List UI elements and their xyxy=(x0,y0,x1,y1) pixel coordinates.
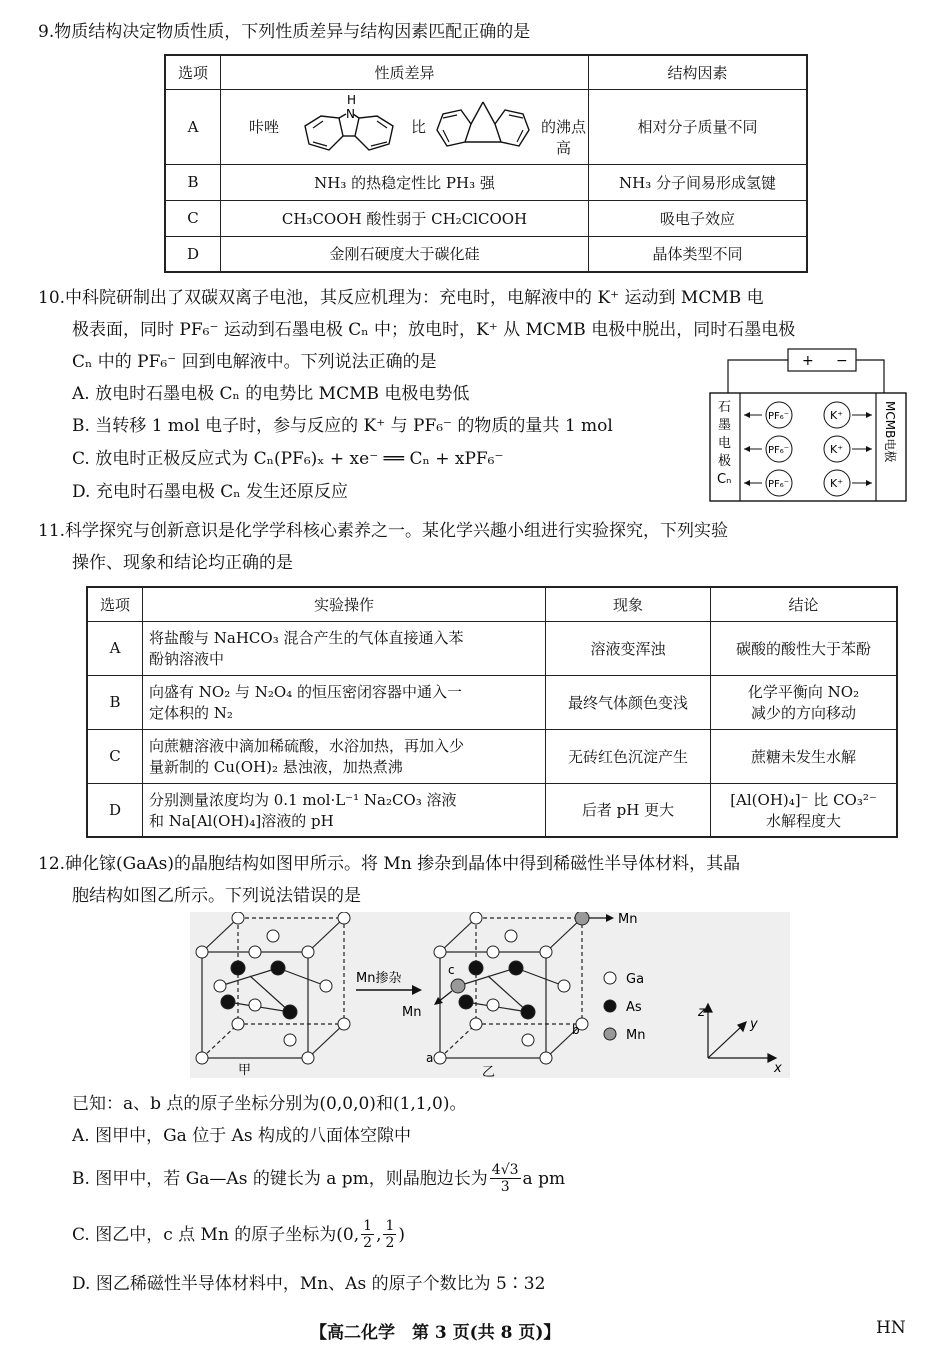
svg-text:Mn掺杂: Mn掺杂 xyxy=(356,971,402,986)
svg-text:a: a xyxy=(426,1051,434,1065)
q10-line3: Cₙ 中的 PF₆⁻ 回到电解液中。下列说法正确的是 xyxy=(72,352,437,372)
fluorene-structure-icon xyxy=(429,96,539,160)
ion-row-2 xyxy=(744,436,872,462)
q11-row-d-conclusion: [Al(OH)₄]⁻ 比 CO₃²⁻ 水解程度大 xyxy=(711,783,898,837)
q9-row-c-option: C xyxy=(165,200,221,236)
q11-row-c-phenomenon: 无砖红色沉淀产生 xyxy=(546,729,711,783)
svg-text:石: 石 xyxy=(718,400,732,415)
footer-code: HN xyxy=(876,1318,906,1338)
q9-compare-word: 比 xyxy=(411,117,427,136)
q9-row-d-factor: 晶体类型不同 xyxy=(589,236,808,272)
q9-boiling-text: 的沸点高 xyxy=(540,117,586,157)
q12-option-c: C. 图乙中，c 点 Mn 的原子坐标为(0, $\frac{1}{2}$ , $\frac{1}{2}$ ) xyxy=(72,1218,406,1251)
q9-table xyxy=(164,54,808,273)
q11-header-operation: 实验操作 xyxy=(143,587,546,621)
q10-option-a: A. 放电时石墨电极 Cₙ 的电势比 MCMB 电极电势低 xyxy=(72,384,470,404)
q9-row-b-difference: NH₃ 的热稳定性比 PH₃ 强 xyxy=(221,164,589,200)
svg-text:c: c xyxy=(448,963,455,977)
q11-table xyxy=(86,586,898,838)
carbazole-structure-icon xyxy=(291,92,411,162)
svg-text:PF₆⁻: PF₆⁻ xyxy=(768,479,790,490)
q11-row-b-option: B xyxy=(87,675,143,729)
q11-row-b-phenomenon: 最终气体颜色变浅 xyxy=(546,675,711,729)
q9-row-b-factor: NH₃ 分子间易形成氢键 xyxy=(589,164,808,200)
svg-text:PF₆⁻: PF₆⁻ xyxy=(768,445,790,456)
svg-text:K⁺: K⁺ xyxy=(830,477,844,490)
q10-line2: 极表面，同时 PF₆⁻ 运动到石墨电极 Cₙ 中；放电时，K⁺ 从 MCMB 电极中脱出，同时石墨电极 xyxy=(72,320,796,340)
q9-stem: 9.物质结构决定物质性质，下列性质差异与结构因素匹配正确的是 xyxy=(38,22,531,42)
svg-text:K⁺: K⁺ xyxy=(830,409,844,422)
svg-text:z: z xyxy=(698,1005,705,1020)
ion-row-1 xyxy=(744,402,872,428)
q9-row-b-option: B xyxy=(165,164,221,200)
q9-row-c-factor: 吸电子效应 xyxy=(589,200,808,236)
q11-row-c-operation: 向蔗糖溶液中滴加稀硫酸，水浴加热，再加入少 量新制的 Cu(OH)₂ 悬浊液，加热煮沸 xyxy=(143,729,546,783)
q12-known: 已知：a、b 点的原子坐标分别为(0,0,0)和(1,1,0)。 xyxy=(72,1094,467,1114)
q11-row-d-operation: 分别测量浓度均为 0.1 mol·L⁻¹ Na₂CO₃ 溶液 和 Na[Al(OH)₄]溶液的 pH xyxy=(143,783,546,837)
q10-option-c: C. 放电时正极反应式为 Cₙ(PF₆)ₓ + xe⁻ ══ Cₙ + xPF₆⁻ xyxy=(72,449,504,469)
q11-row-d-phenomenon: 后者 pH 更大 xyxy=(546,783,711,837)
ion-row-3 xyxy=(744,470,872,496)
q11-row-a-phenomenon: 溶液变浑浊 xyxy=(546,621,711,675)
svg-text:N: N xyxy=(346,106,355,121)
q11-row-c-option: C xyxy=(87,729,143,783)
q11-row-d-option: D xyxy=(87,783,143,837)
q12-option-a: A. 图甲中，Ga 位于 As 构成的八面体空隙中 xyxy=(72,1126,412,1146)
svg-text:K⁺: K⁺ xyxy=(830,443,844,456)
q9-header-factor: 结构因素 xyxy=(589,55,808,89)
q11-row-a-option: A xyxy=(87,621,143,675)
svg-text:墨: 墨 xyxy=(718,418,732,433)
q12-line1: 12.砷化镓(GaAs)的晶胞结构如图甲所示。将 Mn 掺杂到晶体中得到稀磁性半导体材料，其晶 xyxy=(38,854,741,874)
svg-text:As: As xyxy=(626,1000,642,1015)
svg-text:b: b xyxy=(572,1023,580,1037)
q9-row-d-difference: 金刚石硬度大于碳化硅 xyxy=(221,236,589,272)
fraction-one-half-2: $\frac{1}{2}$ xyxy=(385,1218,395,1251)
q9-header-option: 选项 xyxy=(165,55,221,89)
q11-line2: 操作、现象和结论均正确的是 xyxy=(72,553,293,573)
svg-text:+: + xyxy=(802,353,814,369)
q10-option-d: D. 充电时石墨电极 Cₙ 发生还原反应 xyxy=(72,482,349,502)
q9-header-difference: 性质差异 xyxy=(221,55,589,89)
svg-text:MCMB电极: MCMB电极 xyxy=(883,401,897,463)
q12-option-d: D. 图乙稀磁性半导体材料中，Mn、As 的原子个数比为 5∶32 xyxy=(72,1274,546,1294)
svg-text:Ga: Ga xyxy=(626,972,645,987)
svg-text:H: H xyxy=(347,92,357,107)
q12-option-b: B. 图甲中，若 Ga—As 的键长为 a pm，则晶胞边长为 $\frac{4√3}{3}$ a pm xyxy=(72,1162,566,1195)
q11-header-phenomenon: 现象 xyxy=(546,587,711,621)
crystal-figure xyxy=(190,912,790,1078)
q10-option-b: B. 当转移 1 mol 电子时，参与反应的 K⁺ 与 PF₆⁻ 的物质的量共 1 mol xyxy=(72,416,613,436)
svg-text:Cₙ: Cₙ xyxy=(717,472,732,487)
q9-row-d-option: D xyxy=(165,236,221,272)
fraction-4root3-over-3: $\frac{4√3}{3}$ xyxy=(491,1162,519,1195)
q10-line1: 10.中科院研制出了双碳双离子电池，其反应机理为：充电时，电解液中的 K⁺ 运动到 MCMB 电 xyxy=(38,288,764,308)
q9-row-a-difference xyxy=(221,89,589,164)
svg-text:极: 极 xyxy=(718,454,732,469)
svg-text:Mn: Mn xyxy=(618,912,638,927)
q11-row-c-conclusion: 蔗糖未发生水解 xyxy=(711,729,898,783)
fraction-one-half: $\frac{1}{2}$ xyxy=(363,1218,373,1251)
q11-row-a-conclusion: 碳酸的酸性大于苯酚 xyxy=(711,621,898,675)
q11-row-b-operation: 向盛有 NO₂ 与 N₂O₄ 的恒压密闭容器中通入一 定体积的 N₂ xyxy=(143,675,546,729)
svg-text:电: 电 xyxy=(718,436,732,451)
svg-text:y: y xyxy=(750,1017,758,1032)
svg-text:PF₆⁻: PF₆⁻ xyxy=(768,411,790,422)
q11-line1: 11.科学探究与创新意识是化学学科核心素养之一。某化学兴趣小组进行实验探究，下列实验 xyxy=(38,521,729,541)
page-footer: 【高二化学 第 3 页(共 8 页)】 xyxy=(310,1323,561,1343)
svg-text:Mn: Mn xyxy=(626,1028,646,1043)
svg-text:x: x xyxy=(774,1061,782,1076)
q11-header-option: 选项 xyxy=(87,587,143,621)
q9-row-a-factor: 相对分子质量不同 xyxy=(589,89,808,164)
svg-text:−: − xyxy=(836,353,848,369)
svg-text:乙: 乙 xyxy=(482,1065,496,1078)
q9-row-c-difference: CH₃COOH 酸性弱于 CH₂ClCOOH xyxy=(221,200,589,236)
q11-row-a-operation: 将盐酸与 NaHCO₃ 混合产生的气体直接通入苯 酚钠溶液中 xyxy=(143,621,546,675)
battery-diagram xyxy=(700,345,910,505)
svg-text:甲: 甲 xyxy=(238,1063,252,1078)
q12-line2: 胞结构如图乙所示。下列说法错误的是 xyxy=(72,886,361,906)
q9-carbazole-label: 咔唑 xyxy=(249,117,280,136)
q11-row-b-conclusion: 化学平衡向 NO₂ 减少的方向移动 xyxy=(711,675,898,729)
q11-header-conclusion: 结论 xyxy=(711,587,898,621)
q9-row-a-option: A xyxy=(165,89,221,164)
svg-text:Mn: Mn xyxy=(402,1005,422,1020)
